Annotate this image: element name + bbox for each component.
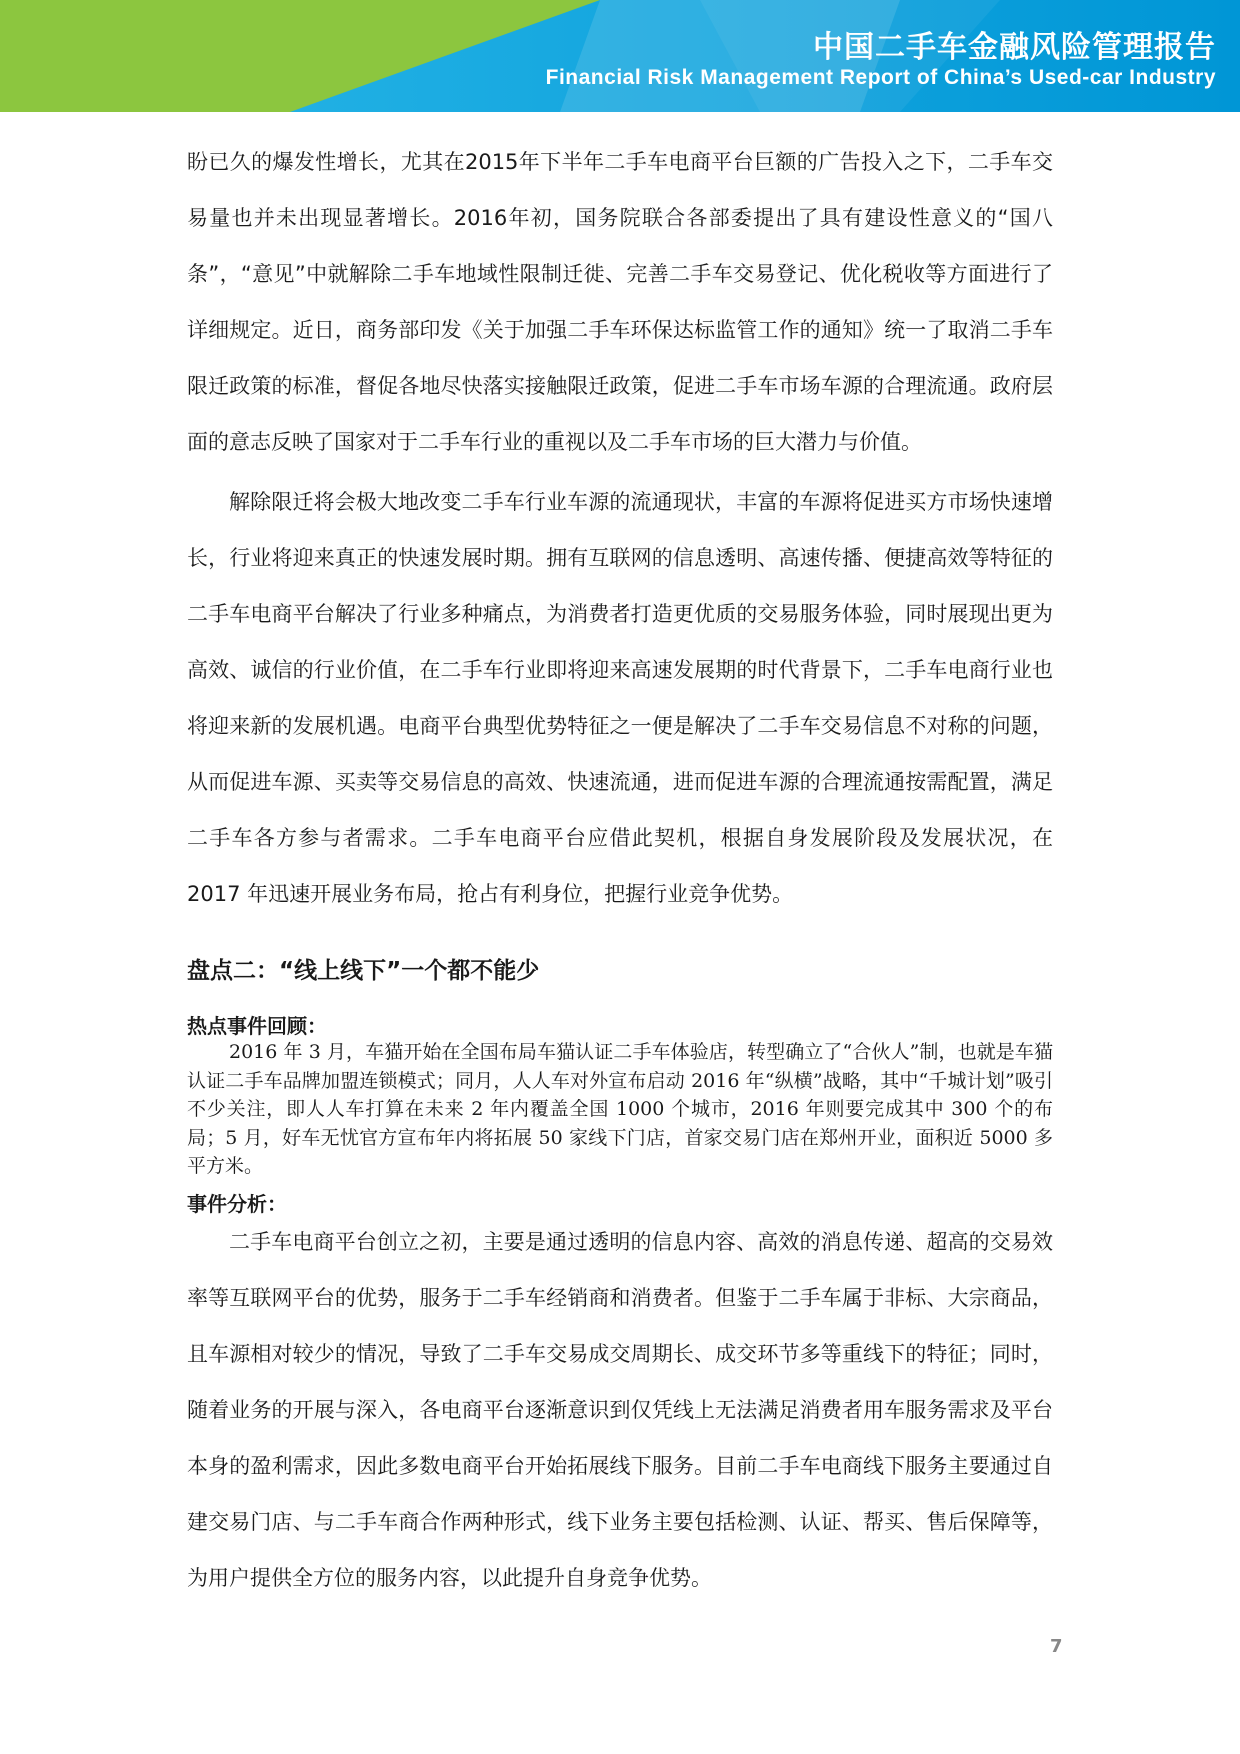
body-paragraph-1: 盼已久的爆发性增长，尤其在2015年下半年二手车电商平台巨额的广告投入之下，二手车交易量也并未出现显著增长。2016年初，国务院联合各部委提出了具有建设性意义的“国八条”，“意见”中就解除二手车地域性限制迁徙、完善二手车交易登记、优化税收等方面进行了详细规定。近日，商务部印发《关于加强二手车环保达标监管工作的通知》统一了取消二手车限迁政策的标准，督促各地尽快落实接触限迁政策，促进二手车市场车源的合理流通。政府层面的意志反映了国家对于二手车行业的重视以及二手车市场的巨大潜力与价值。: [187, 150, 1053, 454]
event-analysis-heading: 事件分析：: [187, 1192, 287, 1216]
section-heading: 盘点二：“线上线下”一个都不能少: [187, 958, 540, 984]
report-title: 中国二手车金融风险管理报告: [813, 30, 1216, 65]
event-review-text: 2016 年 3 月，车猫开始在全国布局车猫认证二手车体验店，转型确立了“合伙人”制，也就是车猫认证二手车品牌加盟连锁模式；同月，人人车对外宣布启动 2016 年“纵横”战略，其中“千城计划”吸引不少关注，即人人车打算在未来 2 年内覆盖全国 1000 个城市，2016 年则要完成其中 300 个的布局；5 月，好车无忧官方宣布年内将拓展 50 家线下门店，首家交易门店在郑州开业，面积近 5000 多平方米。: [187, 1041, 1053, 1177]
report-subtitle: Financial Risk Management Report of China’s Used-car Industry: [545, 66, 1216, 89]
page-number: 7: [1050, 1636, 1063, 1657]
event-review-heading: 热点事件回顾：: [187, 1014, 327, 1038]
event-analysis-text: 二手车电商平台创立之初，主要是通过透明的信息内容、高效的消息传递、超高的交易效率等互联网平台的优势，服务于二手车经销商和消费者。但鉴于二手车属于非标、大宗商品，且车源相对较少的情况，导致了二手车交易成交周期长、成交环节多等重线下的特征；同时，随着业务的开展与深入，各电商平台逐渐意识到仅凭线上无法满足消费者用车服务需求及平台本身的盈利需求，因此多数电商平台开始拓展线下服务。目前二手车电商线下服务主要通过自建交易门店、与二手车商合作两种形式，线下业务主要包括检测、认证、帮买、售后保障等，为用户提供全方位的服务内容，以此提升自身竞争优势。: [187, 1230, 1053, 1590]
body-paragraph-2: 解除限迁将会极大地改变二手车行业车源的流通现状，丰富的车源将促进买方市场快速增长，行业将迎来真正的快速发展时期。拥有互联网的信息透明、高速传播、便捷高效等特征的二手车电商平台解决了行业多种痛点，为消费者打造更优质的交易服务体验，同时展现出更为高效、诚信的行业价值，在二手车行业即将迎来高速发展期的时代背景下，二手车电商行业也将迎来新的发展机遇。电商平台典型优势特征之一便是解决了二手车交易信息不对称的问题，从而促进车源、买卖等交易信息的高效、快速流通，进而促进车源的合理流通按需配置，满足二手车各方参与者需求。二手车电商平台应借此契机，根据自身发展阶段及发展状况，在 2017 年迅速开展业务布局，抢占有利身位，把握行业竞争优势。: [187, 490, 1053, 906]
report-header: [0, 0, 1240, 112]
